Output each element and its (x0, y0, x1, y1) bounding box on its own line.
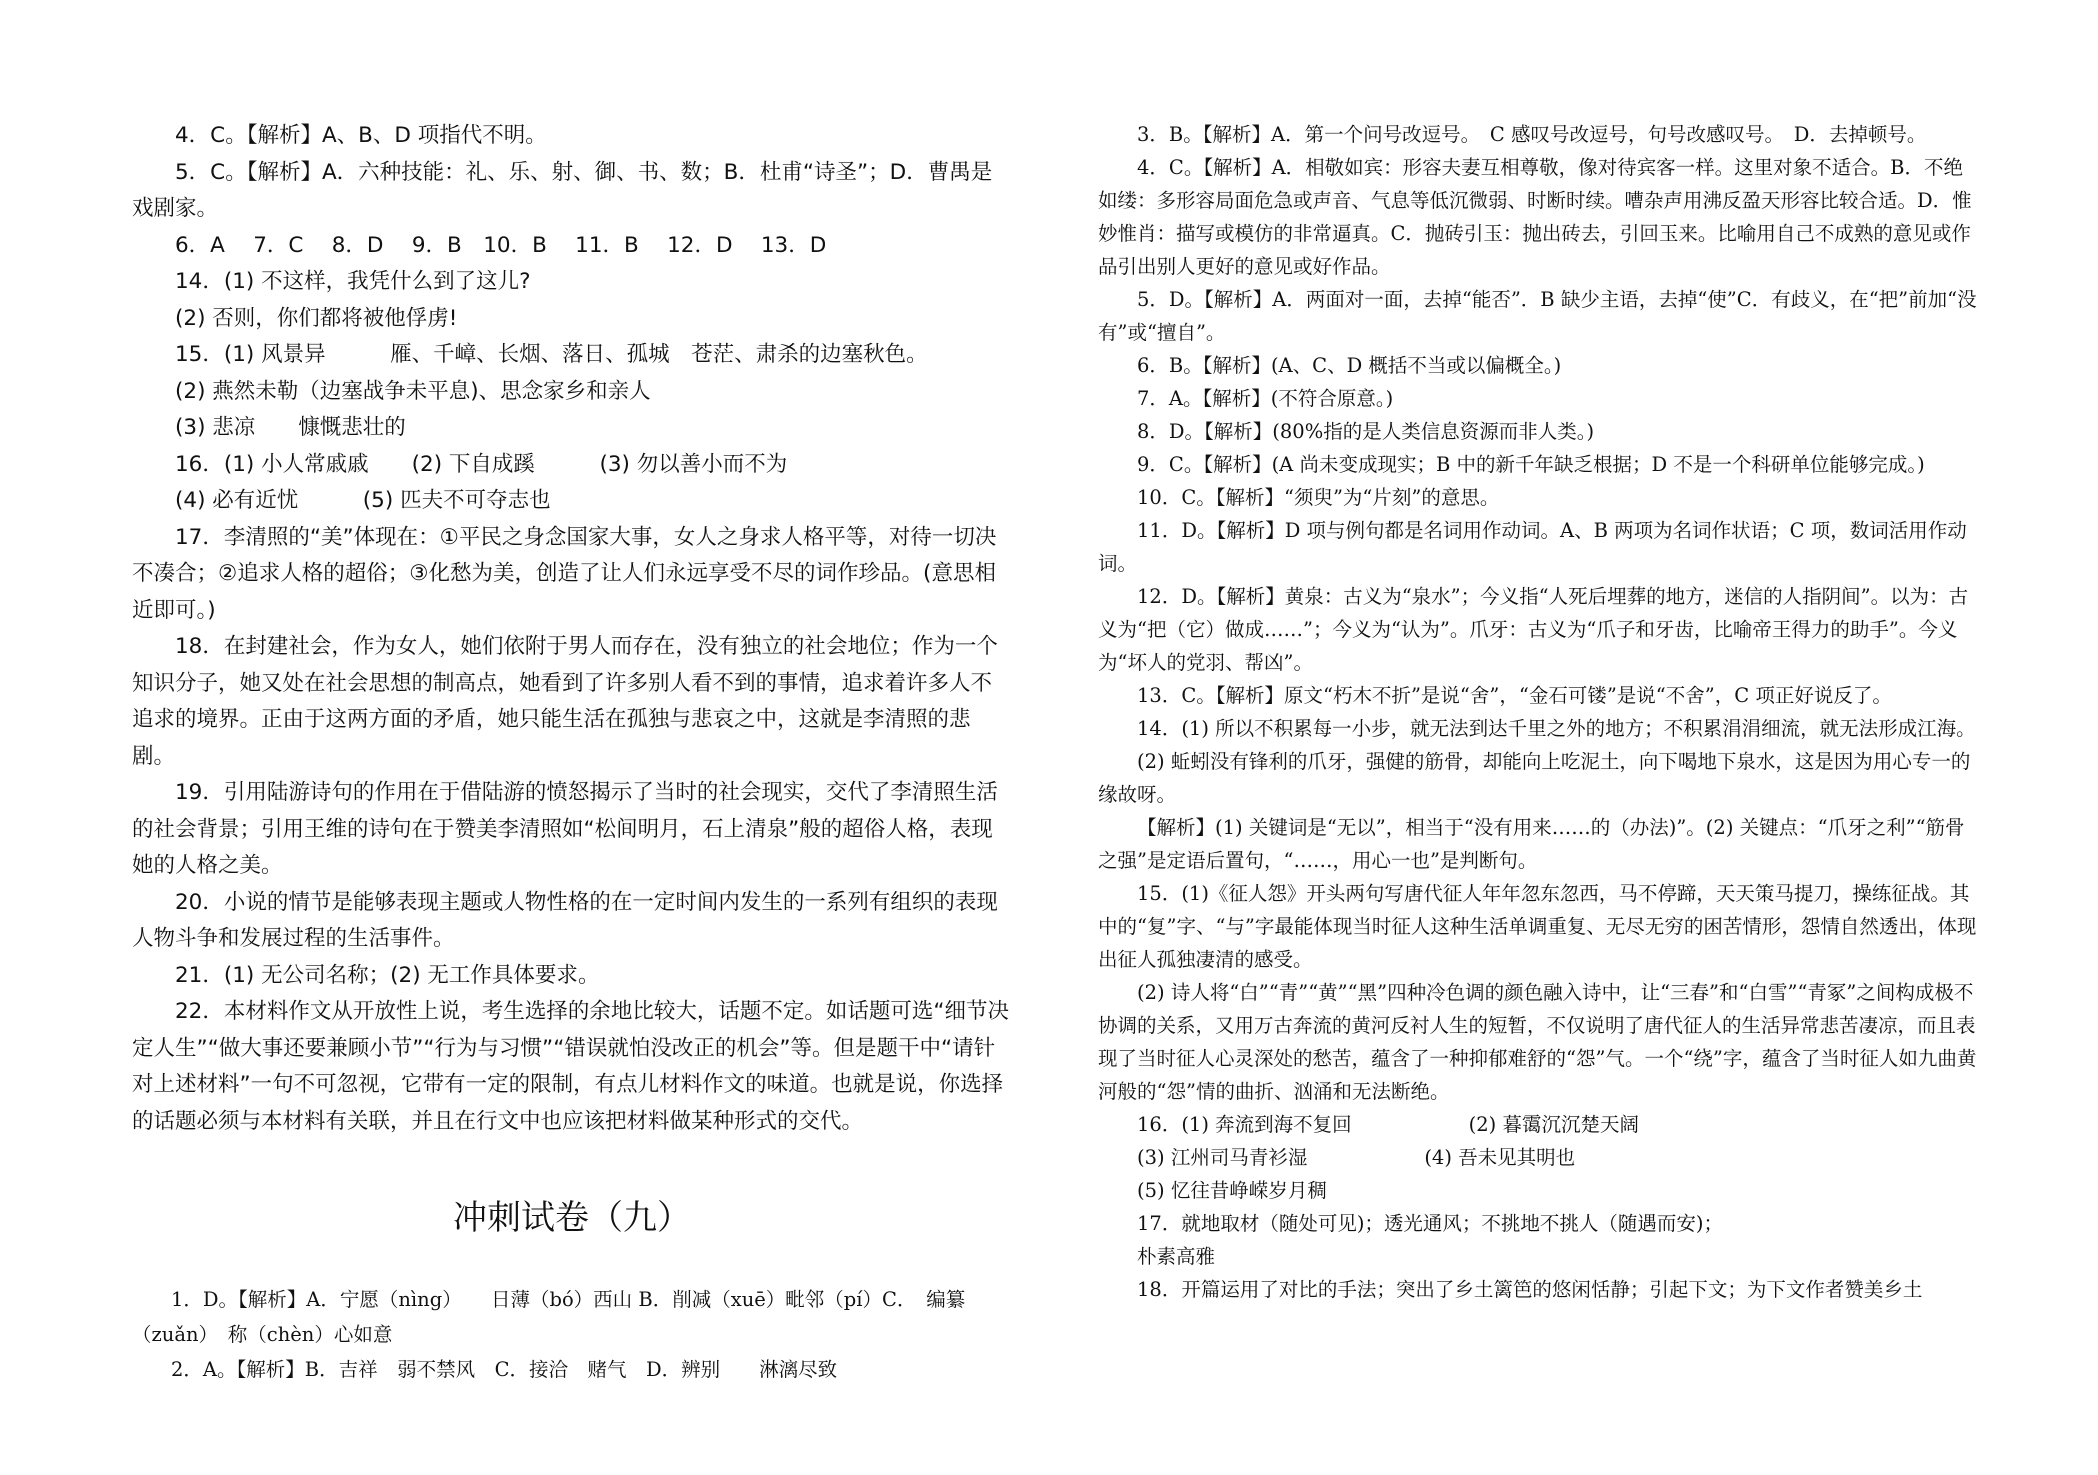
answer-line: 17．李清照的“美”体现在：①平民之身念国家大事，女人之身求人格平等，对待一切决不凑合；②追求人格的超俗；③化愁为美，创造了让人们永远享受不尽的词作珍品。(意思相近即可。) (132, 524, 997, 623)
answer-line: 12．D。【解析】黄泉：古义为“泉水”；今义指“人死后埋葬的地方，迷信的人指阴间”。以为：古义为“把（它）做成……”；今义为“认为”。爪牙：古义为“爪子和牙齿，比喻帝王得力的助手”。今义为“坏人的党羽、帮凶”。 (1098, 585, 1969, 674)
answer-line: 16．(1) 奔流到海不复回 (2) 暮霭沉沉楚天阔 (1137, 1113, 1639, 1136)
answer-line: 21．(1) 无公司名称；(2) 无工作具体要求。 (175, 962, 600, 988)
answer-line: 5．C。【解析】A．六种技能：礼、乐、射、御、书、数；B．杜甫“诗圣”；D．曹禺是戏剧家。 (132, 159, 993, 221)
answer-line: 20．小说的情节是能够表现主题或人物性格的在一定时间内发生的一系列有组织的表现人物斗争和发展过程的生活事件。 (132, 889, 998, 951)
answer-line: (4) 必有近忧 (5) 匹夫不可夺志也 (175, 488, 551, 513)
answer-line: 6．B。【解析】(A、C、D 概括不当或以偏概全。) (1137, 354, 1562, 377)
right-column (1098, 118, 1978, 1306)
answer-line: 13．C。【解析】原文“朽木不折”是说“舍”，“金石可镂”是说“不舍”，C 项正好说反了。 (1137, 684, 1892, 707)
answer-line: 11．D。【解析】D 项与例句都是名词用作动词。A、B 两项为名词作状语；C 项，数词活用作动词。 (1098, 519, 1967, 575)
answer-line: (2) 否则，你们都将被他俘虏! (175, 305, 458, 331)
answer-line: 14．(1) 不这样，我凭什么到了这儿? (175, 269, 531, 294)
answer-line: 15．(1) 风景异 雁、千嶂、长烟、落日、孤城 苍茫、肃杀的边塞秋色。 (175, 342, 928, 367)
answer-line: 4．C。【解析】A、B、D 项指代不明。 (175, 123, 547, 148)
answer-line: 1．D。【解析】A．宁愿（nìng） 日薄（bó）西山 B．削减（xuē）毗邻（pí）C． 编纂（zuǎn） 称（chèn）心如意 (132, 1288, 966, 1346)
answer-line: 15．(1)《征人怨》开头两句写唐代征人年年忽东忽西，马不停蹄，天天策马提刀，操练征战。其中的“复”字、“与”字最能体现当时征人这种生活单调重复、无尽无穷的困苦情形，怨情自然透出，体现出征人孤独凄清的感受。 (1098, 882, 1977, 971)
analysis-line: 【解析】(1) 关键词是“无以”，相当于“没有用来……的（办法)”。(2) 关键点：“爪牙之利”“筋骨之强”是定语后置句，“……，用心一也”是判断句。 (1098, 816, 1965, 872)
answer-line: 朴素高雅 (1137, 1245, 1216, 1268)
answer-line: (3) 江州司马青衫湿 (4) 吾未见其明也 (1137, 1146, 1576, 1169)
answer-line: 18．在封建社会，作为女人，她们依附于男人而存在，没有独立的社会地位；作为一个知识分子，她又处在社会思想的制高点，她看到了许多别人看不到的事情，追求着许多人不追求的境界。正由于这两方面的矛盾，她只能生活在孤独与悲哀之中，这就是李清照的悲剧。 (132, 634, 998, 769)
answer-line: (5) 忆往昔峥嵘岁月稠 (1137, 1179, 1327, 1202)
answer-line: 17．就地取材（随处可见)；透光通风；不挑地不挑人（随遇而安)； (1137, 1212, 1724, 1235)
answer-line: (2) 诗人将“白”“青”“黄”“黑”四种冷色调的颜色融入诗中，让“三春”和“白雪”“青冢”之间构成极不协调的关系，又用万古奔流的黄河反衬人生的短暂，不仅说明了唐代征人的生活异常悲苦凄凉，而且表现了当时征人心灵深处的愁苦，蕴含了一种抑郁难舒的“怨”气。一个“绕”字，蕴含了当时征人如九曲黄河般的“怨”情的曲折、汹涌和无法断绝。 (1098, 981, 1977, 1103)
answer-line: 10．C。【解析】“须臾”为“片刻”的意思。 (1137, 486, 1500, 509)
answer-line: 8．D。【解析】(80%指的是人类信息资源而非人类。) (1137, 420, 1595, 443)
left-column (132, 118, 1012, 1387)
answer-line: 18．开篇运用了对比的手法；突出了乡土篱笆的悠闲恬静；引起下文；为下文作者赞美乡土 (1137, 1278, 1923, 1301)
answer-line: 14．(1) 所以不积累每一小步，就无法到达千里之外的地方；不积累涓涓细流，就无法形成江海。 (1137, 717, 1976, 740)
answer-line: 5．D。【解析】A．两面对一面，去掉“能否”．B 缺少主语，去掉“使”C．有歧义，在“把”前加“没有”或“擅自”。 (1098, 288, 1977, 344)
answer-line: 9．C。【解析】(A 尚未变成现实；B 中的新千年缺乏根据；D 不是一个科研单位能够完成。) (1137, 453, 1925, 476)
section-title: 冲刺试卷（九） (453, 1198, 691, 1238)
answer-line: 4．C。【解析】A．相敬如宾：形容夫妻互相尊敬，像对待宾客一样。这里对象不适合。B．不绝如缕：多形容局面危急或声音、气息等低沉微弱、时断时续。嘈杂声用沸反盈天形容比较合适。D．惟妙惟肖：描写或模仿的非常逼真。C．抛砖引玉：抛出砖去，引回玉来。比喻用自己不成熟的意见或作品引出别人更好的意见或好作品。 (1098, 156, 1972, 278)
answer-line: (2) 燕然未勒（边塞战争未平息)、思念家乡和亲人 (175, 378, 651, 404)
answer-line: 3．B。【解析】A．第一个问号改逗号。 C 感叹号改逗号，句号改感叹号。 D．去掉顿号。 (1137, 123, 1927, 146)
answer-line: 7．A。【解析】(不符合原意。) (1137, 387, 1394, 410)
answer-line: 2．A。【解析】B．吉祥 弱不禁风 C．接洽 赌气 D．辨别 淋漓尽致 (171, 1358, 838, 1381)
answer-line: 19．引用陆游诗句的作用在于借陆游的愤怒揭示了当时的社会现实，交代了李清照生活的社会背景；引用王维的诗句在于赞美李清照如“松间明月，石上清泉”般的超俗人格，表现她的人格之美。 (132, 780, 998, 878)
answer-line: (2) 蚯蚓没有锋利的爪牙，强健的筋骨，却能向上吃泥土，向下喝地下泉水，这是因为用心专一的缘故呀。 (1098, 750, 1971, 806)
answer-line: 16．(1) 小人常戚戚 (2) 下自成蹊 (3) 勿以善小而不为 (175, 451, 788, 477)
answer-line: 22．本材料作文从开放性上说，考生选择的余地比较大，话题不定。如话题可选“细节决定人生”“做大事还要兼顾小节”“行为与习惯”“错误就怕没改正的机会”等。但是题干中“请针对上述材料”一句不可忽视，它带有一定的限制，有点儿材料作文的味道。也就是说，你选择的话题必须与本材料有关联，并且在行文中也应该把材料做某种形式的交代。 (132, 999, 1010, 1134)
answer-line: (3) 悲凉 慷慨悲壮的 (175, 415, 406, 440)
answer-line: 6．A 7．C 8．D 9．B 10．B 11．B 12．D 13．D (175, 232, 827, 258)
